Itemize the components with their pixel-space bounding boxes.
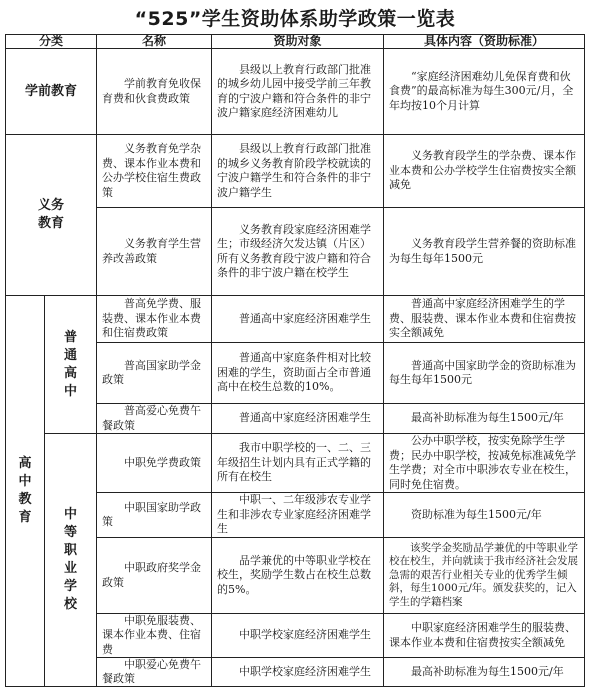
header-content: 具体内容（资助标准）: [383, 34, 585, 49]
policy-target: 中职一、二年级涉农专业学生和非涉农专业家庭经济困难学生: [211, 492, 384, 538]
policy-name: 义务教育学生营养改善政策: [96, 207, 212, 296]
policy-content: 中职家庭经济困难学生的服装费、课本作业本费和住宿费按实全额减免: [383, 613, 585, 658]
policy-content: 最高补助标准为每生1500元/年: [383, 403, 585, 434]
policy-content: 义务教育段学生营养餐的资助标准为每生每年1500元: [383, 207, 585, 296]
policy-target: 义务教育段家庭经济困难学生；市级经济欠发达镇（片区）所有义务教育段宁波户籍和符合条件的非宁波户籍在校学生: [211, 207, 384, 296]
policy-target: 中职学校家庭经济困难学生: [211, 657, 384, 687]
policy-name: 中职免学费政策: [96, 433, 212, 493]
policy-target: 我市中职学校的一、二、三年级招生计划内具有正式学籍的所有在校生: [211, 433, 384, 493]
policy-content: 普通高中家庭经济困难学生的学费、服装费、课本作业本费和住宿费按实全额减免: [383, 295, 585, 343]
policy-target: 县级以上教育行政部门批准的城乡幼儿园中接受学前三年教育的宁波户籍和符合条件的非宁波户籍家庭经济困难幼儿: [211, 48, 384, 135]
page-title: “525”学生资助体系助学政策一览表: [134, 8, 456, 30]
policy-target: 普通高中家庭经济困难学生: [211, 403, 384, 434]
policy-target: 普通高中家庭经济困难学生: [211, 295, 384, 343]
header-category: 分类: [5, 34, 97, 49]
category-label: 义务教育: [37, 198, 64, 231]
policy-name: 中职免服装费、课本作业本费、住宿费: [96, 613, 212, 658]
policy-content: 最高补助标准为每生1500元/年: [383, 657, 585, 687]
category-label: 高中教育: [18, 456, 32, 525]
policy-target: 中职学校家庭经济困难学生: [211, 613, 384, 658]
policy-name: 义务教育免学杂费、课本作业本费和公办学校住宿生费政策: [96, 134, 212, 208]
policy-content: 普通高中国家助学金的资助标准为每生每年1500元: [383, 342, 585, 404]
policy-target: 普通高中家庭条件相对比较困难的学生，资助面占全市普通高中在校生总数的10%。: [211, 342, 384, 404]
policy-content: 公办中职学校，按实免除学生学费；民办中职学校，按减免标准减免学生学费；对全市中职涉农专业在校生，同时免住宿费。: [383, 433, 585, 493]
policy-target: 品学兼优的中等职业学校在校生，奖励学生数占在校生总数的5%。: [211, 537, 384, 614]
policy-table: [5, 34, 585, 687]
category-high: [5, 295, 45, 687]
category-general-high: [44, 295, 97, 434]
policy-name: 普高国家助学金政策: [96, 342, 212, 404]
policy-content: 义务教育段学生的学杂费、课本作业本费和公办学校学生住宿费按实全额减免: [383, 134, 585, 208]
policy-target: 县级以上教育行政部门批准的城乡义务教育阶段学校就读的宁波户籍学生和符合条件的非宁波户籍学生: [211, 134, 384, 208]
policy-name: 普高爱心免费午餐政策: [96, 403, 212, 434]
policy-content: “家庭经济困难幼儿免保育费和伙食费”的最高标准为每生300元/月，全年均按10个月计算: [383, 48, 585, 135]
policy-content: 该奖学金奖励品学兼优的中等职业学校在校生，并向就读于我市经济社会发展急需的艰苦行业相关专业的优秀学生倾斜，每生1000元/年。颁发获奖的，记入学生的学籍档案: [383, 537, 585, 614]
category-preschool: [5, 48, 97, 135]
policy-name: 学前教育免收保育费和伙食费政策: [96, 48, 212, 135]
category-label: 学前教育: [24, 83, 77, 99]
header-target: 资助对象: [211, 34, 384, 49]
policy-name: 普高免学费、服装费、课本作业本费和住宿费政策: [96, 295, 212, 343]
category-label: 中等职业学校: [63, 507, 77, 612]
policy-name: 中职政府奖学金政策: [96, 537, 212, 614]
category-vocational: [44, 433, 97, 687]
policy-name: 中职爱心免费午餐政策: [96, 657, 212, 687]
policy-name: 中职国家助学政策: [96, 492, 212, 538]
category-compulsory: [5, 134, 97, 296]
header-name: 名称: [96, 34, 212, 49]
category-label: 普通高中: [63, 329, 77, 399]
policy-content: 资助标准为每生1500元/年: [383, 492, 585, 538]
